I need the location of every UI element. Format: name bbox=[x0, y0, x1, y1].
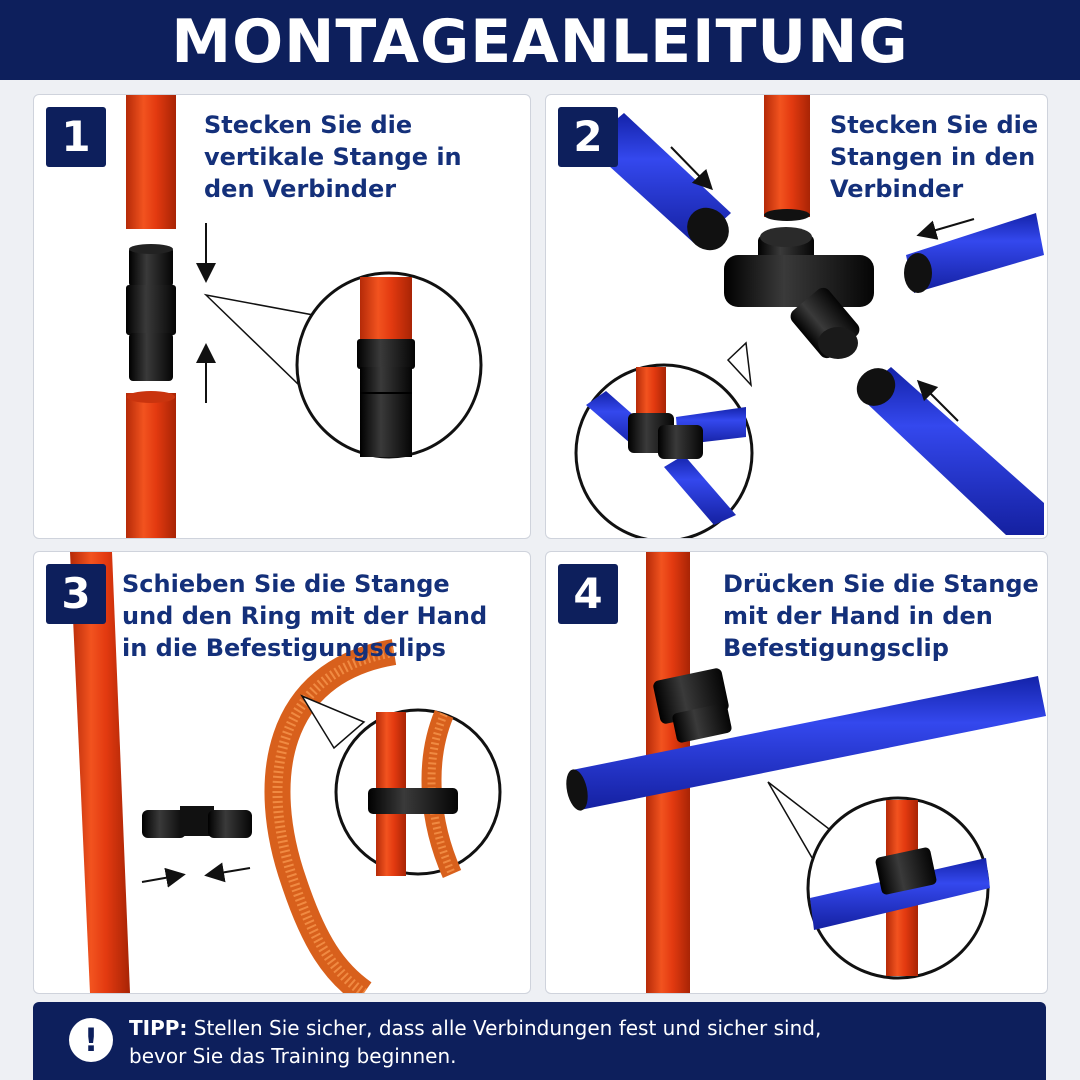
step-3-line-1: Schieben Sie die Stange bbox=[122, 570, 450, 598]
step-4-instruction bbox=[723, 568, 1039, 664]
step-1-line-1: Stecken Sie die bbox=[204, 111, 413, 139]
step-2-line-3: Verbinder bbox=[830, 175, 964, 203]
step-1-number-badge: 1 bbox=[46, 107, 106, 167]
step-3-number-badge: 3 bbox=[46, 564, 106, 624]
step-4-panel bbox=[545, 551, 1048, 994]
step-4-line-3: Befestigungsclip bbox=[723, 634, 949, 662]
step-4-line-2: mit der Hand in den bbox=[723, 602, 993, 630]
step-1-line-2: vertikale Stange in bbox=[204, 143, 462, 171]
step-3-instruction bbox=[122, 568, 487, 664]
step-3-line-3: in die Befestigungsclips bbox=[122, 634, 446, 662]
step-2-instruction bbox=[830, 109, 1038, 205]
step-1-panel bbox=[33, 94, 531, 539]
page-title: MONTAGEANLEITUNG bbox=[171, 7, 909, 77]
tip-text bbox=[129, 1014, 821, 1070]
tip-label: TIPP: bbox=[129, 1016, 188, 1040]
step-2-number-badge: 2 bbox=[558, 107, 618, 167]
tip-line-2: bevor Sie das Training beginnen. bbox=[129, 1044, 457, 1068]
step-1-instruction bbox=[204, 109, 462, 205]
step-4-line-1: Drücken Sie die Stange bbox=[723, 570, 1039, 598]
tip-line-1: Stellen Sie sicher, dass alle Verbindungen fest und sicher sind, bbox=[193, 1016, 822, 1040]
step-1-line-3: den Verbinder bbox=[204, 175, 397, 203]
step-3-line-2: und den Ring mit der Hand bbox=[122, 602, 488, 630]
step-4-number-badge: 4 bbox=[558, 564, 618, 624]
step-2-line-1: Stecken Sie die bbox=[830, 111, 1039, 139]
exclamation-icon: ! bbox=[69, 1018, 113, 1062]
step-2-panel bbox=[545, 94, 1048, 539]
header-banner bbox=[0, 0, 1080, 80]
step-2-line-2: Stangen in den bbox=[830, 143, 1036, 171]
tip-banner bbox=[33, 1002, 1046, 1080]
step-3-panel bbox=[33, 551, 531, 994]
